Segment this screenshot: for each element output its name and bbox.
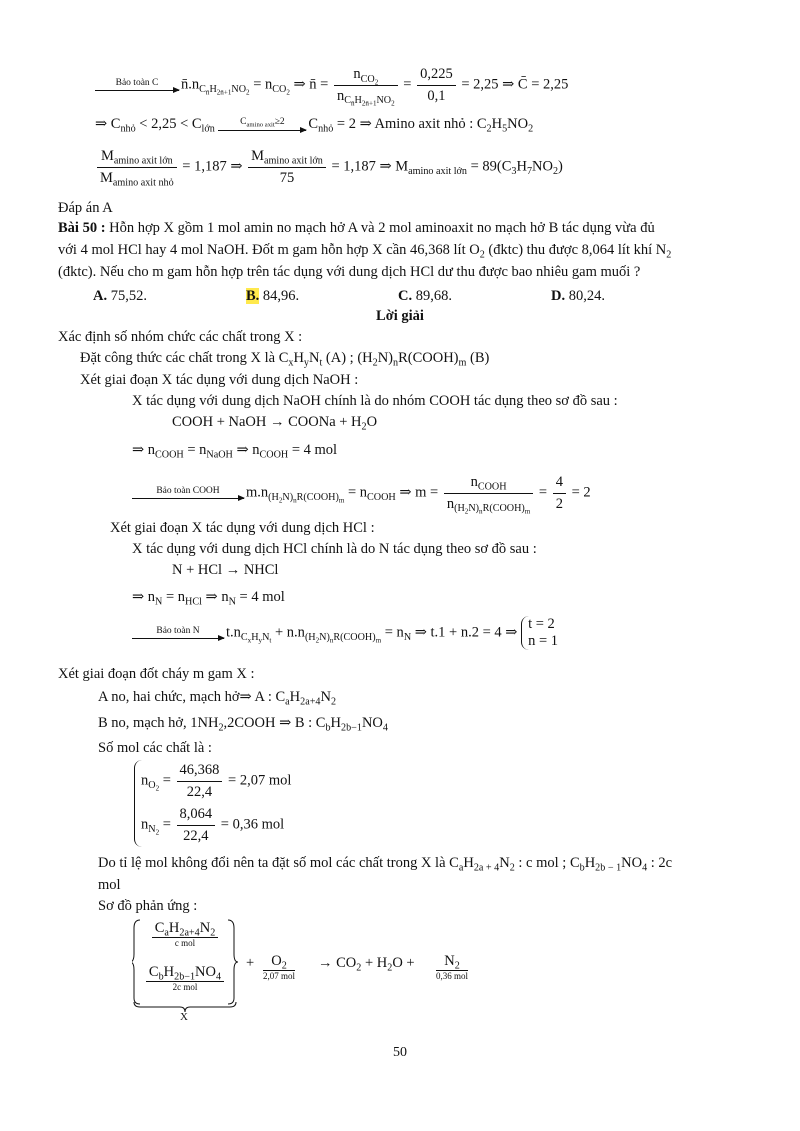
- mol-ratio-line-2: mol: [98, 877, 121, 893]
- eq-carbon-compare: ⇒ $C_{nhỏ} < 2,25 < C_{lớn}$ $C_{amino axit}\ge 2$ $C_{nhỏ} = 2$ ⇒ Amino axit nhỏ : $C_2H_5NO_2$: [95, 116, 534, 135]
- naoh-description: X tác dụng với dung dịch NaOH chính là do nhóm COOH tác dụng theo sơ đồ sau :: [132, 393, 618, 409]
- compound-a: A no, hai chức, mạch hở⇒ A : $C_aH_{2a+4}N_2$: [98, 689, 337, 708]
- problem-line-1: Bài 50 : Hỗn hợp X gồm 1 mol amin no mạch hở A và 2 mol aminoaxit no mạch hở B tác dụng vừa đủ: [58, 220, 655, 236]
- choice-d[interactable]: D. 80,24.: [551, 288, 605, 304]
- solution-title: Lời giải: [376, 308, 424, 324]
- naoh-stage-heading: Xét giai đoạn X tác dụng với dung dịch NaOH :: [80, 372, 359, 388]
- hcl-stage-heading: Xét giai đoạn X tác dụng với dung dịch HCl :: [110, 520, 375, 536]
- naoh-mol-eq: ⇒ $n_{COOH} = n_{NaOH}$ ⇒ $n_{COOH} = 4$ mol: [132, 442, 338, 461]
- hcl-mol-eq: ⇒ $n_N = n_{HCl}$ ⇒ $n_N = 4$ mol: [132, 589, 285, 608]
- choice-a[interactable]: A. 75,52.: [93, 288, 147, 304]
- page-number: 50: [393, 1045, 407, 1060]
- formula-setup: Đặt công thức các chất trong X là $C_xH_yN_t$ (A) ; $(H_2N)_nR(COOH)_m$ (B): [80, 350, 490, 369]
- mol-system: $n_{O_2}$ = $\frac{46,368}{22,4}$ = 2,07 mol $n_{N_2}$ = $\frac{8,064}{22,4}$ = 0,36 mol: [134, 760, 291, 847]
- combustion-heading: Xét giai đoạn đốt cháy m gam X :: [58, 666, 255, 682]
- reactant-group-x: [132, 918, 242, 1008]
- mol-ratio-line: Do tỉ lệ mol không đổi nên ta đặt số mol các chất trong X là $C_aH_{2a + 4}N_2$ : c mol ; $C_bH_{2b - 1}NO_4$ : 2c: [98, 855, 673, 874]
- compound-b: B no, mạch hở, $1NH_2,2COOH$ ⇒ B : $C_bH_{2b-1}NO_4$: [98, 715, 388, 734]
- reaction-products: → $CO_2 + H_2O$ +: [318, 955, 415, 974]
- eq-carbon-balance: Bảo toàn C $n̄.n_{C_{n̄}H_{2n̄+1}NO_2} = n_{CO_2}$ ⇒ n̄ = $\frac{n_{CO_2}}{n_{C_{n̄}H_{2n̄+1}NO_2}}$ = $\frac{0,225}{0,1}$ = 2,25 ⇒ C̄ = 2,25: [95, 66, 568, 104]
- eq-mass-ratio: $\frac{M_{amino axit lớn}}{M_{amino axit nhỏ}}$ = 1,187 ⇒ $\frac{M_{amino axit lớn}}{75}$ = 1,187 ⇒ $M_{amino axit lớn} = 89(C_3H_7NO_2)$: [95, 148, 563, 186]
- problem-line-2: với 4 mol HCl hay 4 mol NaOH. Đốt m gam hỗn hợp X cần 46,368 lít $O_2$ (đktc) thu được 8,064 lít khí $N_2$: [58, 242, 672, 261]
- problem-line-3: (đktc). Nếu cho m gam hỗn hợp trên tác dụng với dung dịch HCl dư thu được bao nhiêu gam muối ?: [58, 264, 641, 280]
- reactant-b: $C_bH_{2b-1}NO_4$ 2c mol: [142, 964, 228, 993]
- choice-b[interactable]: B. 84,96.: [246, 288, 300, 304]
- naoh-reaction: COOH + NaOH → COONa + $H_2O$: [172, 414, 378, 433]
- nitrogen-product: $N_2$ 0,36 mol: [436, 953, 469, 981]
- hcl-description: X tác dụng với dung dịch HCl chính là do N tác dụng theo sơ đồ sau :: [132, 541, 537, 557]
- reactant-a: $C_aH_{2a+4}N_2$ c mol: [142, 920, 228, 949]
- cooh-balance-eq: Bảo toàn COOH $m.n_{(H_2N)_nR(COOH)_m} = n_{COOH}$ ⇒ m = $\frac{n_{COOH}}{n_{(H_2N)_nR(COOH)_m}}$ = $\frac{4}{2}$ = 2: [132, 474, 591, 512]
- oxygen-reactant: $O_2$ 2,07 mol: [263, 953, 296, 981]
- previous-answer: Đáp án A: [58, 200, 113, 216]
- conservation-arrow: Bảo toàn C: [95, 79, 179, 92]
- choice-c[interactable]: C. 89,68.: [398, 288, 452, 304]
- plus-sign: +: [246, 955, 255, 971]
- hcl-reaction: N + HCl → NHCl: [172, 562, 279, 578]
- n-balance-eq: Bảo toàn N $t.n_{C_xH_yN_t} + n.n_{(H_2N)_nR(COOH)_m} = n_N$ ⇒ t.1 + n.2 = 4 ⇒ t = 2 n = 1: [132, 616, 558, 650]
- reaction-scheme-heading: Sơ đồ phản ứng :: [98, 898, 198, 914]
- solution-step-heading: Xác định số nhóm chức các chất trong X :: [58, 329, 303, 345]
- x-label: X: [180, 1011, 188, 1023]
- mol-heading: Số mol các chất là :: [98, 740, 212, 756]
